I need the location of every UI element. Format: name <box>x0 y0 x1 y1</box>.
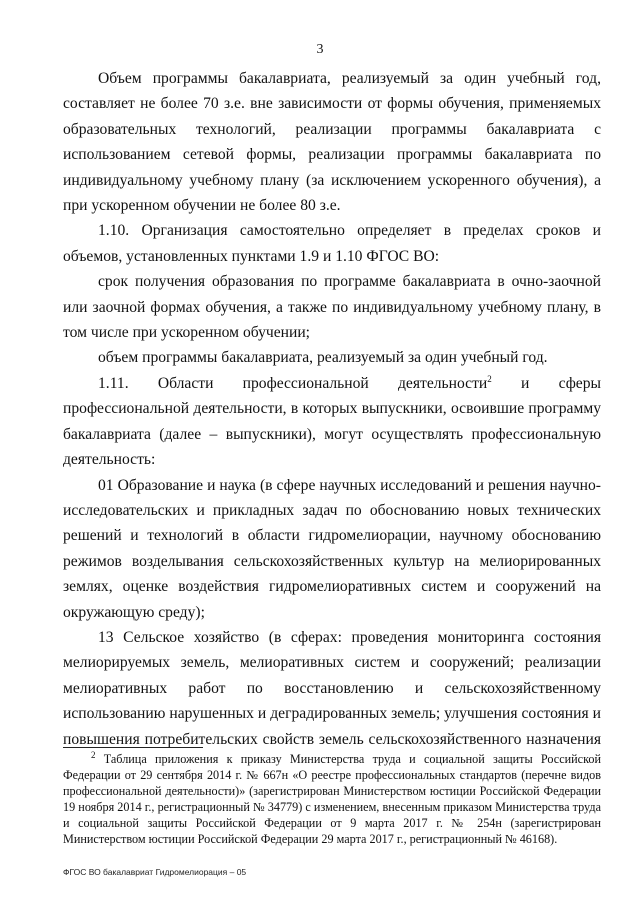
footnote-text: Таблица приложения к приказу Министерства труда и социальной защиты Российской Федерации от 29 сентября 2014 г. № 667н «О реестре профессиональных стандартов (перечне видов профессиональной деятельности)» (зарегистрирован Министерством юстиции Российской Федерации 19 ноября 2014 г., регистрационный № 34779) с изменением, внесенным приказом Министерства труда и социальной защиты Российской Федерации от 9 марта 2017 г. № 254н (зарегистрирован Министерством юстиции Российской Федерации 29 марта 2017 г., регистрационный № 46168). <box>63 752 601 846</box>
paragraph-annual-volume: объем программы бакалавриата, реализуемый за один учебный год. <box>98 349 548 367</box>
page-number: 3 <box>316 42 324 57</box>
paragraph-1-11-rest: и сферы профессиональной деятельности, в которых выпускники, освоившие программу бакалавриата (далее – выпускники), могут осуществлять профессиональную деятельность: <box>63 374 601 469</box>
body-text <box>63 66 601 752</box>
paragraph-term: срок получения образования по программе бакалавриата в очно-заочной или заочной формах обучения, а также по индивидуальному учебному плану, в том числе при ускоренном обучении; <box>63 273 601 342</box>
footnote-separator <box>63 747 203 748</box>
footnote <box>63 749 601 847</box>
footnote-mark: 2 <box>91 749 96 760</box>
document-footer: ФГОС ВО бакалавриат Гидромелиорация – 05 <box>63 867 247 877</box>
paragraph-1-11-start: 1.11. Области профессиональной деятельности <box>98 374 488 392</box>
paragraph-1-11 <box>63 371 601 473</box>
paragraph-education-science: 01 Образование и наука (в сфере научных исследований и решения научно-исследовательских и прикладных задач по обоснованию новых технических решений и технологий в области гидромелиорации, научному обоснованию режимов возделывания сельскохозяйственных культур на мелиорированных землях, оценке воздействия гидромелиоративных систем и сооружений на окружающую среду); <box>63 476 601 621</box>
paragraph-1-10: 1.10. Организация самостоятельно определяет в пределах сроков и объемов, установленных пунктами 1.9 и 1.10 ФГОС ВО: <box>63 222 601 265</box>
paragraph-volume: Объем программы бакалавриата, реализуемый за один учебный год, составляет не более 70 з.е. вне зависимости от формы обучения, применяемых образовательных технологий, реализации программы бакалавриата с использованием сетевой формы, реализации программы бакалавриата по индивидуальному учебному плану (за исключением ускоренного обучения), а при ускоренном обучении не более 80 з.е. <box>63 70 601 215</box>
paragraph-agriculture: 13 Сельское хозяйство (в сферах: проведения мониторинга состояния мелиорируемых земель, мелиоративных систем и сооружений; реализации мелиоративных работ по восстановлению и сельскохозяйственному использованию нарушенных и деградированных земель; улучшения состояния и повышения потребительских свойств земель сельскохозяйственного назначения <box>63 628 601 748</box>
footnote-reference: 2 <box>487 373 492 384</box>
